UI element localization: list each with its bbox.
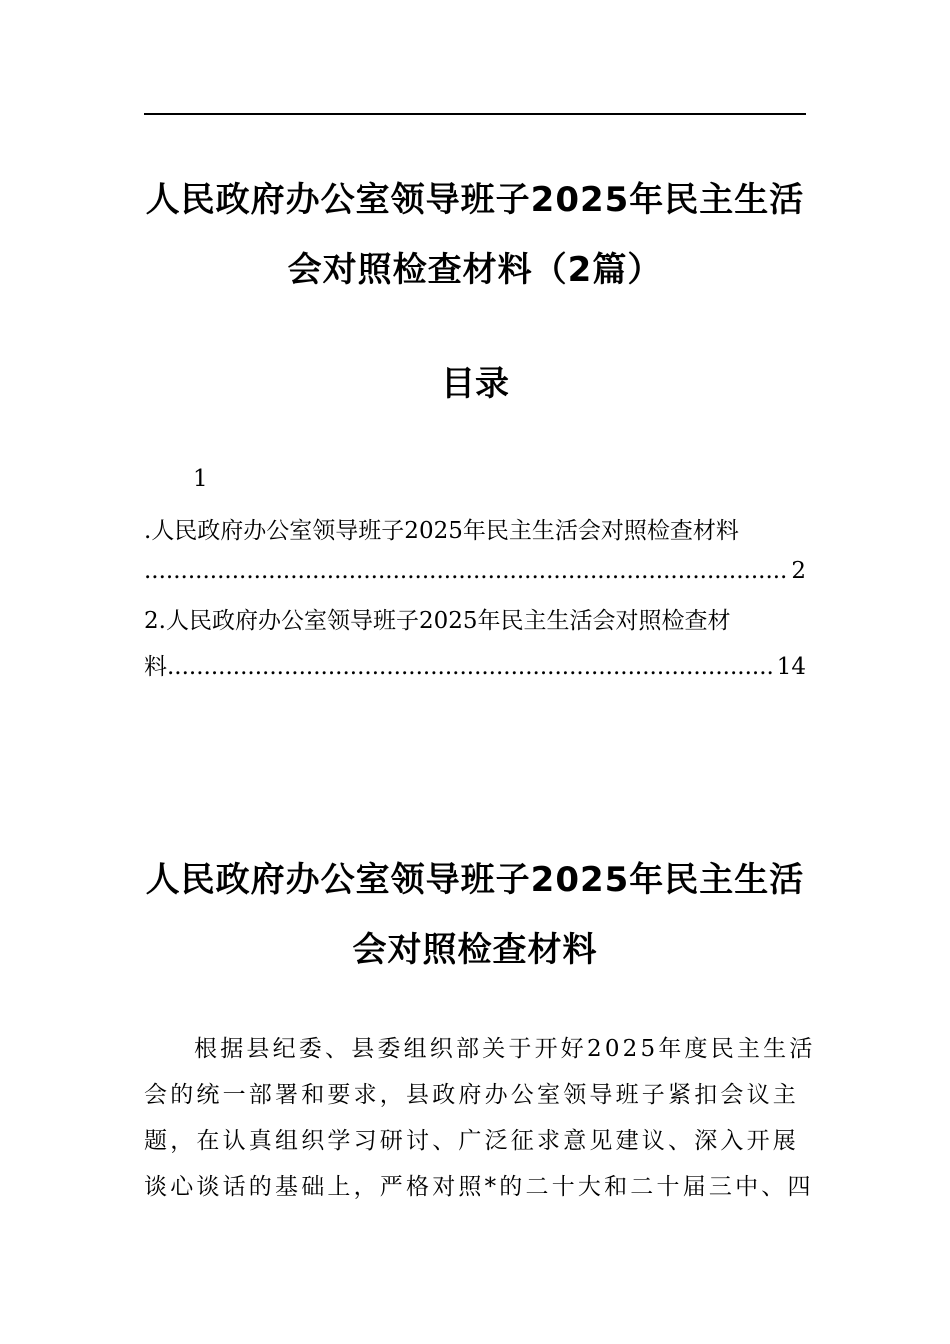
toc-item-2-leader[interactable] bbox=[144, 648, 806, 681]
toc-item-1-text[interactable]: .人民政府办公室领导班子2025年民主生活会对照检查材料 bbox=[144, 518, 739, 544]
top-rule bbox=[144, 113, 806, 115]
toc-leader-dots bbox=[167, 654, 775, 680]
toc-item-2-page: 14 bbox=[776, 654, 806, 680]
toc-item-1-number: 1 bbox=[193, 466, 208, 492]
article-title-line-2: 会对照检查材料 bbox=[352, 930, 598, 970]
toc-leader-dots bbox=[144, 558, 789, 584]
body-line-1: 根据县纪委、县委组织部关于开好2025年度民主生活 bbox=[194, 1036, 816, 1062]
toc-item-1-leader[interactable] bbox=[144, 558, 806, 584]
document-title-line-1: 人民政府办公室领导班子2025年民主生活 bbox=[145, 180, 805, 220]
document-title-line-2: 会对照检查材料（2篇） bbox=[287, 250, 663, 290]
toc-item-2-text[interactable]: 2.人民政府办公室领导班子2025年民主生活会对照检查材 bbox=[144, 608, 731, 634]
toc-item-1-page: 2 bbox=[791, 558, 806, 584]
body-line-4: 谈心谈话的基础上，严格对照*的二十大和二十届三中、四 bbox=[144, 1174, 814, 1200]
toc-heading: 目录 bbox=[441, 364, 509, 404]
toc-item-2-text-cont: 料 bbox=[144, 654, 167, 680]
body-line-2: 会的统一部署和要求，县政府办公室领导班子紧扣会议主 bbox=[144, 1082, 799, 1108]
article-title-line-1: 人民政府办公室领导班子2025年民主生活 bbox=[145, 860, 805, 900]
body-line-3: 题，在认真组织学习研讨、广泛征求意见建议、深入开展 bbox=[144, 1128, 799, 1154]
